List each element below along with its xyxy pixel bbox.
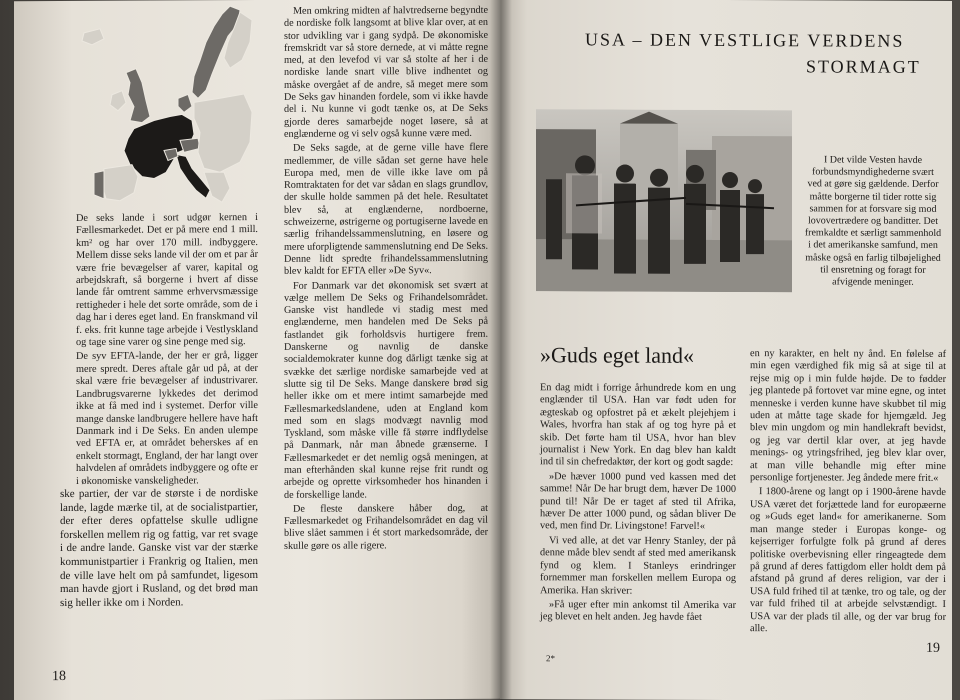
chapter-title-line2: STORMAGT	[806, 56, 921, 77]
right-column-2	[750, 348, 946, 638]
page-number-right: 19	[926, 640, 940, 656]
austria-region	[180, 138, 200, 152]
right-col1-paragraph-2: »De hæver 1000 pund ved kassen med det samme! Når De har brugt dem, hæver De 1000 pund til! Når De er taget af sted til Afrika, hæver De atter 1000 pund, og sådan bliver De ved, men find Dr. Livingstone! Farvel!«	[540, 471, 736, 533]
left-page	[14, 0, 500, 700]
right-page	[500, 0, 952, 700]
col2-paragraph-2: De Seks sagde, at de gerne ville have flere medlemmer, de ville sådan set gerne have hele Europa med, men de ville ikke lave om på Romtraktaten for det var sådan en slags grundlov, der skulle holde sammen på det hele. Resultatet blev så, at englænderne, nordboerne, schweizerne, østrigerne og portugiserne lavede en særlig frihandelssammenslutning, en løsere og mere uforpligtende sammenslutning end De Seks. Denne lidt spredte frihandelssammenslutning blev kaldt for EFTA eller »De Syv«.	[284, 142, 488, 278]
col2-paragraph-3: For Danmark var det økonomisk set svært at vælge mellem De Seks og Frihandelsområdet. Ganske vist handlede vi stadig mest med englænderne, men handelen med De Seks på fastlandet gik forholdsvis hurtigere frem. Danskerne og navnlig de danske socialdemokrater kunne dog dårligt tænke sig at svække det særlige nordiske samarbejde ved at slutte sig til De Seks. Mange danskere brød sig heller ikke om et mere intimt samarbejde med Fællesmarkedslandene, uden at England kom med som en slags modvægt navnlig mod Tyskland, som måske ville få større indflydelse på Danmark, når man åbnede grænserne. I Fællesmarkedet er det nemlig også meningen, at man efterhånden skal kunne rejse frit rundt og arbejde og oprette virksomheder hos hinanden i de forskellige lande.	[284, 279, 488, 501]
right-column-1	[540, 382, 736, 627]
denmark-region	[178, 94, 192, 112]
col2-paragraph-4: De fleste danskere håber dog, at Fællesmarkedet og Frihandelsområdet en dag vil blive slået sammen i ét stort markedsområde, der skulle gøre os alle rigere.	[284, 502, 488, 552]
map-caption: De seks lande i sort udgør kernen i Fællesmarkedet. Det er på mere end 1 mill. km² og har over 170 mill. indbyggere. Mellem disse seks lande vil der om et par år være frie bevægelser af varer, kapital og arbejdskraft, så borgerne i hvert af disse lande får omtrent samme erhvervsmæssige rettigheder i hele det sorte område, som de i dag har i deres eget land. En franskmand vil f. eks. frit kunne tage arbejde i Vestlyskland og tage sine varer og sine penge med sig.	[76, 211, 258, 349]
ireland-region	[110, 91, 126, 111]
map-caption-column	[76, 212, 258, 490]
right-col1-paragraph-1: En dag midt i forrige århundrede kom en ung englænder til USA. Han var født uden for ægteskab og opfostret på et ækelt plejehjem i Wales, hvorfra han stak af og tog hyre på et skib. Det førte ham til USA, hvor han blev journalist i New York. En dag blev han kaldt ind til sin chefredaktør, der kort og godt sagde:	[540, 382, 736, 469]
left-main-column	[284, 5, 488, 555]
col2-paragraph-1: Men omkring midten af halvtredserne begyndte de nordiske folk langsomt at blive klar over, at en stor udvikling var i gang sydpå. De økonomiske fremskridt var så store dernede, at vi måtte regne med, at den levefod vi var så stolte af her i de nordiske lande snart ville blive indhentet og måske overgået af de andre, så meget mere som De Seks gav hinanden fordele, som vi ikke havde del i. Nu kunne vi godt tænke os, at De Seks gjorde deres samarbejde noget løsere, så at englænderne og vi selv også kunne være med.	[284, 4, 488, 140]
portugal-region	[94, 171, 104, 199]
photo-caption: I Det vilde Vesten havde forbundsmyndighederne svært ved at gøre sig gældende. Derfor måtte borgerne til tider rotte sig sammen for at forsvare sig mod lovovertrædere og banditter. Det fremkaldte et særligt sammenhold i det amerikanske samfund, men måske også en farlig tilbøjelighed til ensretning og foragt for afvigende meninger.	[804, 154, 942, 288]
efta-caption: De syv EFTA-lande, der her er grå, ligger mere spredt. Deres aftale går ud på, at der skal være frie bevægelser af industrivarer. Landbrugsvarerne lykkedes det derimod ikke at få med ind i systemet. Derfor ville mange danske landbrugere hellere have haft Danmark ind i De Seks. En anden ulempe ved EFTA er, at området beherskes af en enkelt stormagt, England, der har langt over halvdelen af områdets indbyggere og ofte er i økonomiske vanskeligheder.	[76, 350, 258, 487]
uk-region	[126, 69, 150, 123]
right-col1-paragraph-3: Vi ved alle, at det var Henry Stanley, der på denne måde blev sendt af sted med amerikansk fynd og klem. I Stanleys erindringer fornemmer man forskellen mellem Europa og Amerika. Han skriver:	[540, 535, 736, 597]
chapter-title-line1: USA – DEN VESTLIGE VERDENS	[585, 29, 905, 51]
right-col2-paragraph-1: en ny karakter, en helt ny ånd. En følelse af min egen værdighed fik mig så at sige til at rejse mig op i min fulde højde. De to fødder jeg plantede på fortovet var mine egne, og intet menneske i verden kunne have skubbet til mig uden at måtte tage skade for hjemgæld. Jeg blev min ungdom og min handlekraft bevidst, og jeg var dertil klar over, at jeg havde menings- og ytringsfrihed, jeg blev klar over, at man ville behandle mig efter mine personlige fortjenester. Jeg åndede mere frit.«	[750, 348, 946, 484]
page-number-left: 18	[52, 669, 66, 685]
wild-west-photo	[536, 109, 792, 292]
left-bottom-text: ske partier, der var de største i de nordiske lande, lagde mærke til, at de socialistpartier, der efter deres opfattelse skulle udligne forskellen mellem rig og fattig, var ret svage i de andre lande. Ganske vist var der stærke kommunistpartier i Frankrig og Italien, men de ville lave helt om på samfundet, ligesom man havde gjort i Rusland, og det brød man sig heller ikke om i Norden.	[60, 486, 258, 609]
signature-mark: 2*	[546, 653, 555, 664]
right-col2-paragraph-2: I 1800-årene og langt op i 1900-årene havde USA været det forjættede land for europæerne og »Guds eget land« for amerikanerne. Som man mange steder i Europas konge- og kejserriger forfulgte folk på grund af deres politiske overbevisning eller ringeagtede dem på grund af deres fattigdom eller holdt dem på afstand på grund af deres religion, var der i USA fuld frihed til at tænke, tro og tale, og der var fuld frihed til at arbejde selvstændigt. I USA var der plads til alle, og der var brug for alle.	[750, 486, 946, 635]
right-col1-paragraph-4: »Få uger efter min ankomst til Amerika var jeg blevet en helt anden. Jeg havde fået	[540, 599, 736, 624]
left-bottom-column	[60, 487, 258, 612]
section-heading: »Guds eget land«	[540, 342, 694, 368]
europe-map	[80, 2, 256, 211]
eastern-europe-region	[194, 94, 252, 172]
spain-region	[102, 165, 138, 201]
iceland-region	[82, 29, 104, 45]
